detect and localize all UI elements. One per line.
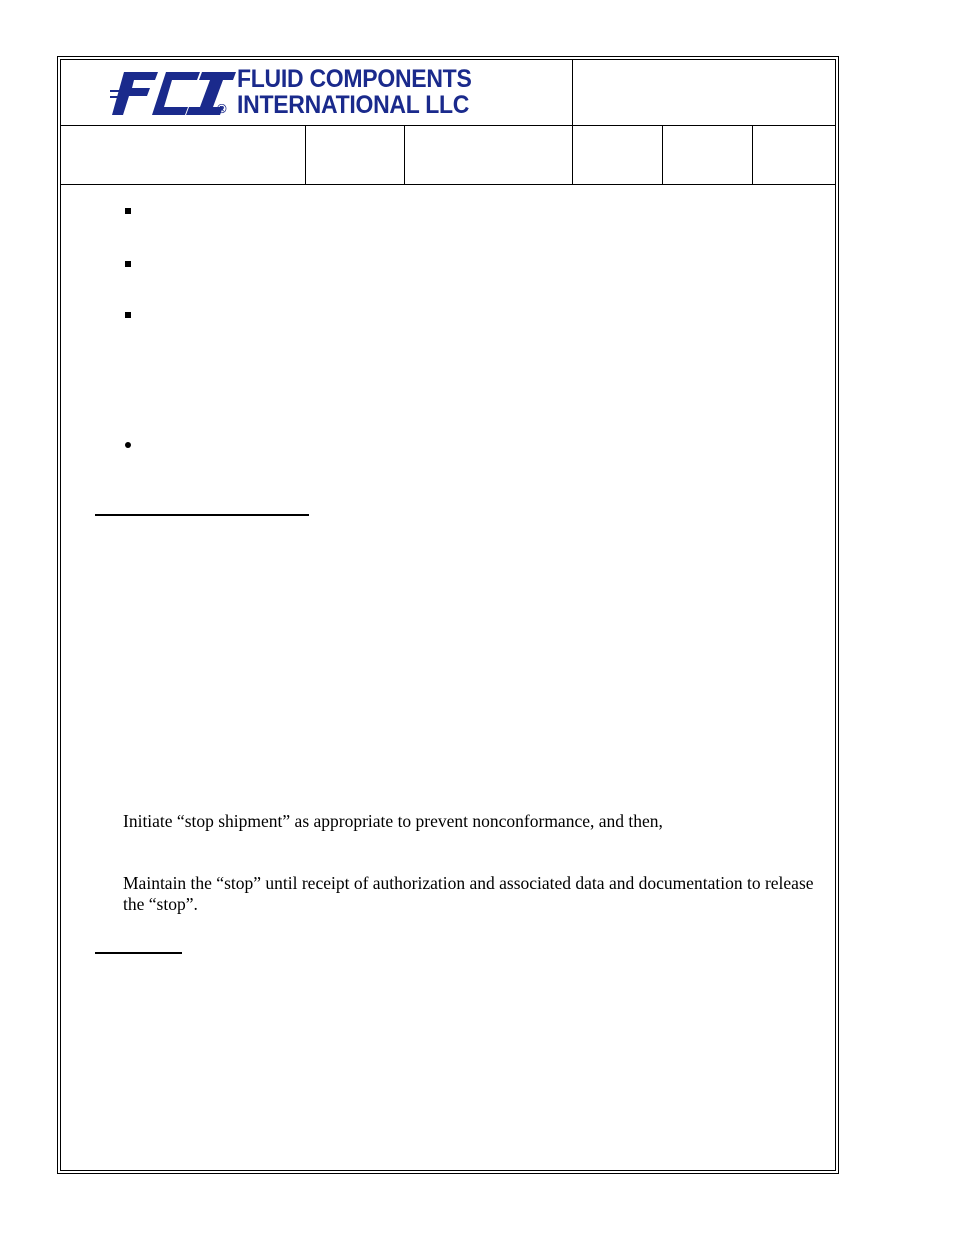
- header-cell-divider-1: [305, 125, 306, 184]
- company-name-line2: INTERNATIONAL LLC: [237, 91, 470, 119]
- company-name: [237, 66, 472, 118]
- company-name-line1: FLUID COMPONENTS: [237, 65, 472, 93]
- header-divider-top: [60, 125, 836, 126]
- list-bullet-square-3: [125, 312, 131, 318]
- company-logo: [110, 66, 500, 120]
- list-bullet-round: [125, 442, 131, 448]
- header-divider-bottom: [60, 184, 836, 185]
- registered-mark: ®: [217, 101, 227, 116]
- header-cell-divider-3: [662, 125, 663, 184]
- list-bullet-square-2: [125, 261, 131, 267]
- header-logo-separator: [572, 59, 573, 184]
- header-cell-divider-2: [404, 125, 405, 184]
- paragraph-maintain-stop: Maintain the “stop” until receipt of authorization and associated data and documentation to release the “stop”.: [123, 873, 814, 914]
- section-heading-underline-2: [95, 952, 182, 954]
- list-bullet-square-1: [125, 208, 131, 214]
- header-cell-divider-4: [752, 125, 753, 184]
- section-heading-underline-1: [95, 514, 309, 516]
- page-border-inner: [60, 59, 836, 1171]
- paragraph-stop-shipment: Initiate “stop shipment” as appropriate to prevent nonconformance, and then,: [123, 811, 663, 831]
